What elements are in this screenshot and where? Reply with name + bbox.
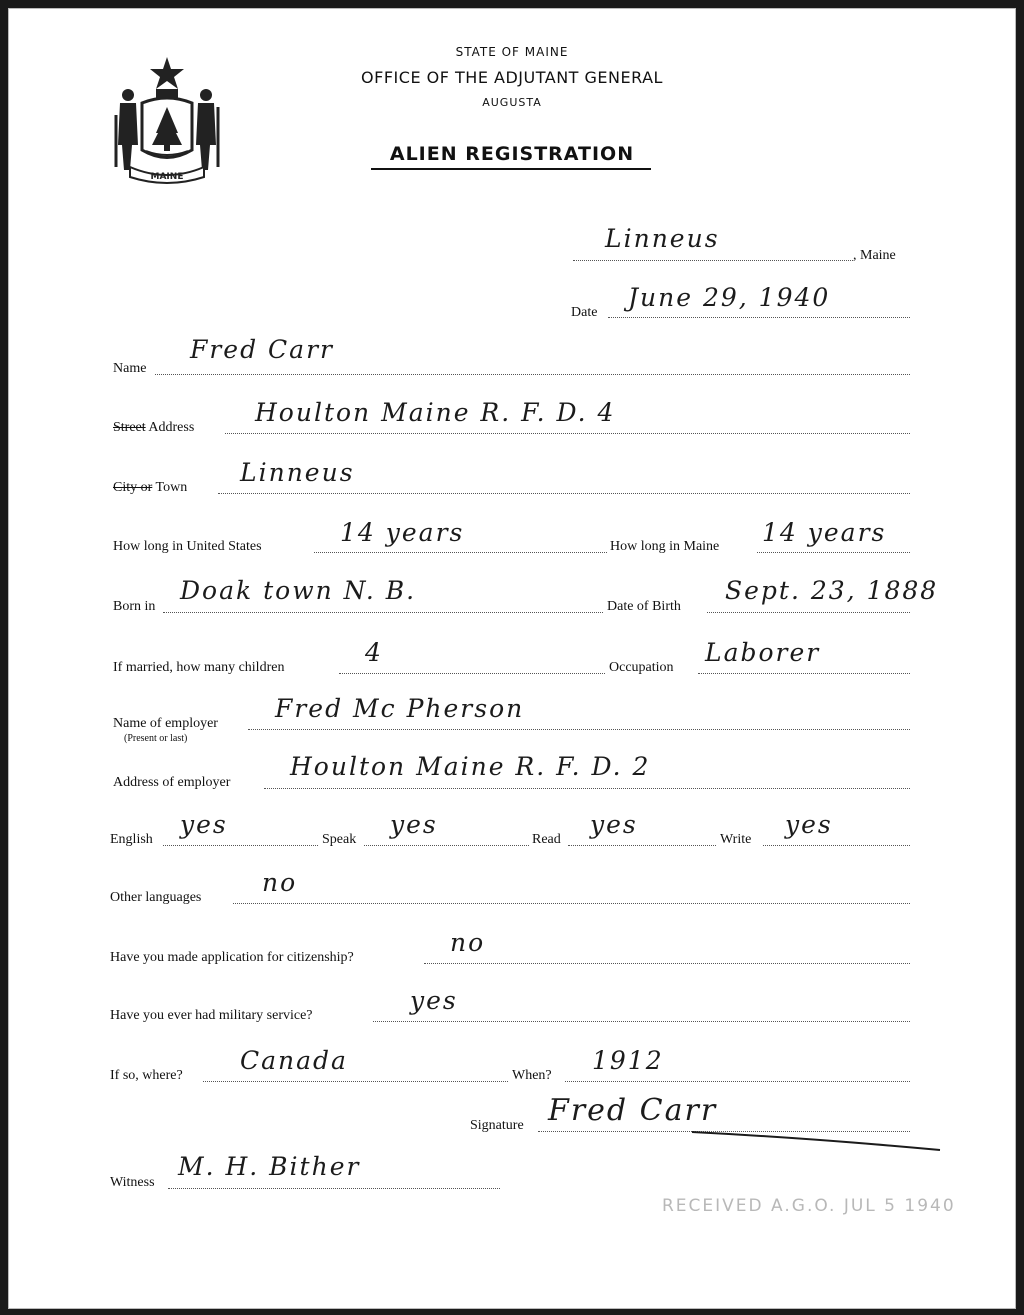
town-label: City or Town (113, 480, 188, 495)
children-label: If married, how many children (113, 660, 285, 675)
where-value: Canada (240, 1046, 348, 1075)
speak-label: Speak (322, 832, 357, 847)
signature-label: Signature (470, 1118, 524, 1133)
born-in-value: Doak town N. B. (180, 576, 417, 605)
how-long-us-line (314, 552, 607, 553)
speak-line (364, 845, 529, 846)
write-value: yes (785, 810, 833, 839)
town-top-value: Linneus (605, 224, 720, 253)
street-address-value: Houlton Maine R. F. D. 4 (255, 398, 616, 427)
form-sheet (8, 8, 1016, 1309)
occupation-line (698, 673, 910, 674)
witness-value: M. H. Bither (178, 1152, 361, 1181)
town-top-line (573, 260, 853, 261)
date-value: June 29, 1940 (628, 283, 831, 312)
citizenship-line (424, 963, 910, 964)
where-line (203, 1081, 508, 1082)
date-label: Date (571, 305, 598, 320)
born-in-label: Born in (113, 599, 156, 614)
children-line (339, 673, 605, 674)
write-line (763, 845, 910, 846)
name-value: Fred Carr (190, 335, 334, 364)
english-label: English (110, 832, 153, 847)
speak-value: yes (390, 810, 438, 839)
witness-line (168, 1188, 500, 1189)
date-line (608, 317, 910, 318)
employer-name-label: Name of employer (113, 716, 218, 731)
header-city: AUGUSTA (482, 96, 542, 109)
date-of-birth-line (707, 612, 910, 613)
title-underline (371, 168, 651, 170)
how-long-us-label: How long in United States (113, 539, 262, 554)
when-line (565, 1081, 910, 1082)
read-line (568, 845, 716, 846)
maine-label: , Maine (853, 248, 896, 263)
employer-name-line (248, 729, 910, 730)
header-state: STATE OF MAINE (455, 45, 569, 59)
read-label: Read (532, 832, 561, 847)
seal-text: MAINE (150, 172, 184, 182)
occupation-value: Laborer (705, 638, 821, 667)
military-line (373, 1021, 910, 1022)
military-value: yes (410, 986, 458, 1015)
date-of-birth-value: Sept. 23, 1888 (725, 576, 939, 605)
employer-address-label: Address of employer (113, 775, 231, 790)
children-value: 4 (365, 638, 383, 667)
other-languages-value: no (262, 868, 298, 897)
citizenship-label: Have you made application for citizenship? (110, 950, 354, 965)
name-label: Name (113, 361, 147, 376)
how-long-me-value: 14 years (762, 518, 887, 547)
received-stamp: RECEIVED A.G.O. JUL 5 1940 (662, 1196, 956, 1216)
town-value: Linneus (240, 458, 355, 487)
date-of-birth-label: Date of Birth (607, 599, 681, 614)
header-office: OFFICE OF THE ADJUTANT GENERAL (361, 68, 663, 87)
when-value: 1912 (592, 1046, 664, 1075)
signature-flourish (690, 1120, 950, 1160)
form-title: ALIEN REGISTRATION (389, 143, 635, 165)
employer-address-value: Houlton Maine R. F. D. 2 (290, 752, 651, 781)
citizenship-value: no (450, 928, 486, 957)
street-address-line (225, 433, 910, 434)
military-label: Have you ever had military service? (110, 1008, 313, 1023)
name-line (155, 374, 910, 375)
other-languages-line (233, 903, 910, 904)
other-languages-label: Other languages (110, 890, 202, 905)
english-value: yes (180, 810, 228, 839)
present-or-last-note: (Present or last) (124, 733, 188, 744)
born-in-line (163, 612, 603, 613)
write-label: Write (720, 832, 752, 847)
where-label: If so, where? (110, 1068, 183, 1083)
when-label: When? (512, 1068, 552, 1083)
occupation-label: Occupation (609, 660, 674, 675)
employer-address-line (264, 788, 910, 789)
how-long-us-value: 14 years (340, 518, 465, 547)
street-address-label: Street Address (113, 420, 195, 435)
english-line (163, 845, 318, 846)
how-long-me-label: How long in Maine (610, 539, 720, 554)
read-value: yes (590, 810, 638, 839)
signature-value: Fred Carr (548, 1093, 718, 1128)
employer-name-value: Fred Mc Pherson (275, 694, 525, 723)
town-line (218, 493, 910, 494)
witness-label: Witness (110, 1175, 155, 1190)
how-long-me-line (757, 552, 910, 553)
